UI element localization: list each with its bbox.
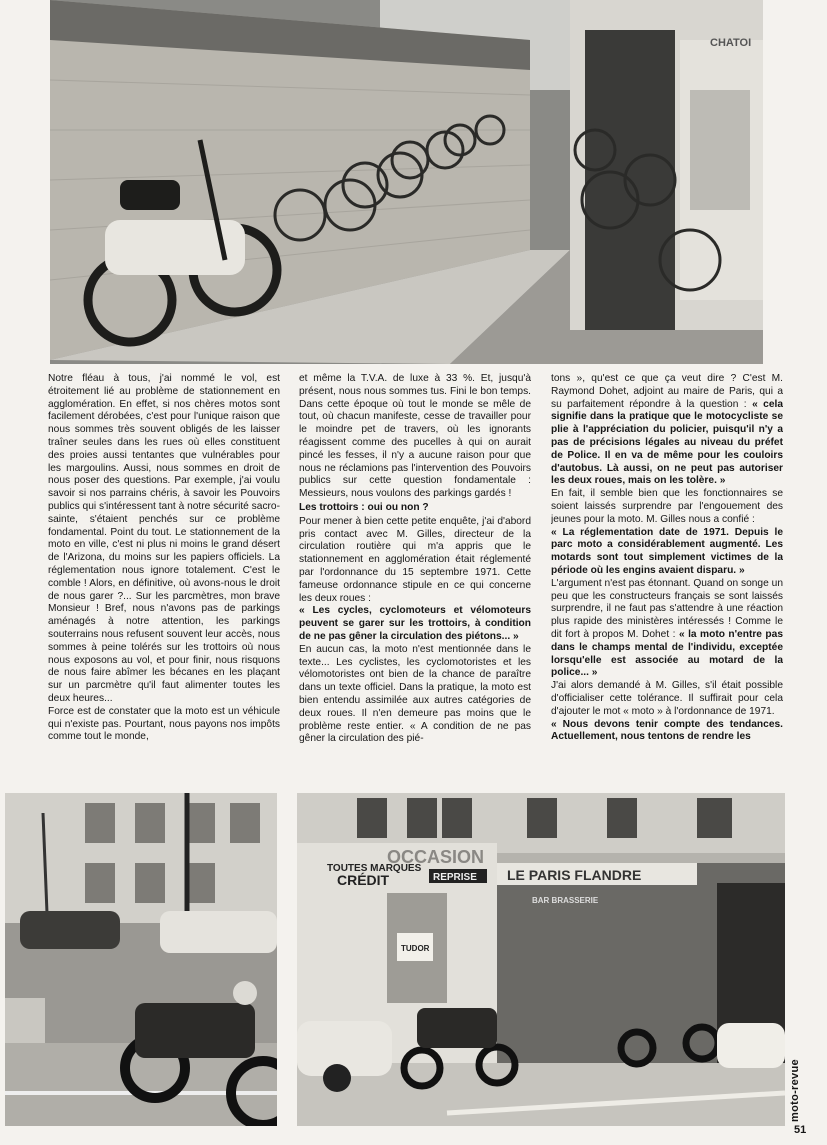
- sign-toutes-marques: TOUTES MARQUES: [327, 863, 422, 874]
- quote: « la moto n'entre pas dans le champs mental de l'individu, exceptée lorsqu'elle est associée au motard de la police... »: [551, 628, 783, 679]
- article-column-3: [551, 373, 783, 783]
- paragraph-text: tons », qu'est ce que ça veut dire ? C'est M. Raymond Dohet, adjoint au maire de Paris, qui a su parfaitement répondre à la question :: [551, 373, 783, 410]
- sign-le-paris-flandre: LE PARIS FLANDRE: [507, 867, 642, 883]
- sign-occasion: OCCASION: [387, 847, 485, 867]
- paragraph: [551, 373, 783, 488]
- paragraph: J'ai alors demandé à M. Gilles, s'il était possible d'officialiser cette tolérance. Il suffirait pour cela d'ajouter le mot « moto » à l'ordonnance de 1971.: [551, 680, 783, 717]
- sign-reprise: REPRISE: [433, 872, 477, 883]
- quote: « cela signifie dans la pratique que le motocycliste se plie à l'appréciation du policier, puisqu'il n'y a pas de précisions légales au niveau du préfet de Police. Il en va de même pour les couloirs d'autobus. Là aussi, on ne peut pas autoriser les deux roues, mais on les tolère. »: [551, 398, 783, 487]
- quote: « Nous devons tenir compte des tendances. Actuellement, nous tentons de rendre les: [551, 718, 783, 743]
- photo-street-motorcycle: [5, 793, 277, 1126]
- paragraph: Force est de constater que la moto est un véhicule qui n'existe pas. Pourtant, nous payons nos impôts comme tout le monde,: [48, 705, 280, 743]
- magazine-name: moto-revue: [789, 1059, 801, 1122]
- paragraph: Pour mener à bien cette petite enquête, j'ai d'abord pris contact avec M. Gilles, directeur de la circulation routière qui m'a appris que le stationnement en agglomération était réglementé par l'ordonnance du 15 septembre 1971. Cette fameuse ordonnance stipule en ce qui concerne les deux roues :: [299, 515, 531, 604]
- page-number: 51: [794, 1124, 807, 1136]
- photo-storefronts: [297, 793, 785, 1126]
- article-column-1: [48, 373, 280, 783]
- sign-bar-brasserie: BAR BRASSERIE: [532, 896, 599, 905]
- quote: « Les cycles, cyclomoteurs et vélomoteurs peuvent se garer sur les trottoirs, à condition de ne pas gêner la circulation des piétons... »: [299, 605, 531, 642]
- subheading: Les trottoirs : oui ou non ?: [299, 501, 429, 513]
- paragraph: [551, 578, 783, 680]
- sign-credit: CRÉDIT: [337, 872, 390, 888]
- paragraph: En aucun cas, la moto n'est mentionnée dans le texte... Les cyclistes, les cyclomotoristes et les vélomotoristes ont bien de la chance de paraître dans un texte officiel. Dans la pratique, la moto est bien entendu assimilée aux autres catégories de deux roues. Il n'en demeure pas moins que le problème reste entier. « A condition de ne pas gêner la circulation des pié-: [299, 643, 531, 745]
- sign-tudor: TUDOR: [401, 944, 430, 953]
- quote: « La réglementation date de 1971. Depuis le parc moto a considérablement augmenté. Les motards sont tout simplement victimes de la période où les engins avaient disparu. »: [551, 526, 783, 576]
- paragraph-text: L'argument n'est pas étonnant. Quand on songe un peu que les constructeurs français se sont laissés surprendre, il ne faut pas s'attendre à une réaction plus rapide des ministères intéressés ! Comme le dit fort à propos M. Dohet :: [551, 577, 783, 640]
- photo-parked-mopeds-street: [50, 0, 763, 364]
- paragraph: Notre fléau à tous, j'ai nommé le vol, est étroitement lié au problème de stationnement en agglomération. En effet, si nos chères motos sont facilement dérobées, c'est pour l'unique raison que nous sommes très souvent obligés de les laisser traîner seules dans les rues où elles constituent des proies aussi tentantes que vulnérables pour les margoulins. Aussi, nous sommes en droit de nous poser des questions. Par exemple, j'ai voulu savoir si nos parrains chéris, à savoir les Pouvoirs publics qui s'intéressent tant à notre sécurité sacro-sainte, s'étaient penchés sur ce problème fondamental. Point du tout. Le stationnement de la moto en ville, c'est ni plus ni moins le grand désert de l'Arizona, du moins sur les papiers officiels. La réglementation nous ignore totalement. C'est le comble ! Alors, en définitive, où avons-nous le droit de nous garer ?... Sur les parcmètres, mon brave Monsieur ! Bref, nous n'avons pas de parkings aménagés à notre attention, les parkings souterrains nous refusent souvent leur accès, nous sommes à peine tolérés sur les trottoirs où nous nous exposons au vol, et pour finir, nous risquons de nous faire abîmer les bécanes en les plaçant sur un parcmètre qu'il faut alimenter toutes les deux heures...: [48, 373, 280, 704]
- paragraph: et même la T.V.A. de luxe à 33 %. Et, jusqu'à présent, nous nous sommes tus. Fini le bon temps. Dans cette époque où tout le monde se mêle de tout, où chacun manifeste, cesse de travailler pour le moindre pet de travers, où les ignorants réagissent comme des pucelles à qui on aurait pincé les fesses, il n'y a aucune raison pour que nous ne réclamions pas l'intervention des Pouvoirs publics sur cette question fondamentale : Messieurs, nous voulons des parkings gardés !: [299, 373, 531, 500]
- paragraph: En fait, il semble bien que les fonctionnaires se soient laissés surprendre par l'engouement des jeunes pour la moto. M. Gilles nous a confié :: [551, 488, 783, 525]
- sign-chatoi: CHATOI: [710, 37, 752, 49]
- article-column-2: [299, 373, 531, 783]
